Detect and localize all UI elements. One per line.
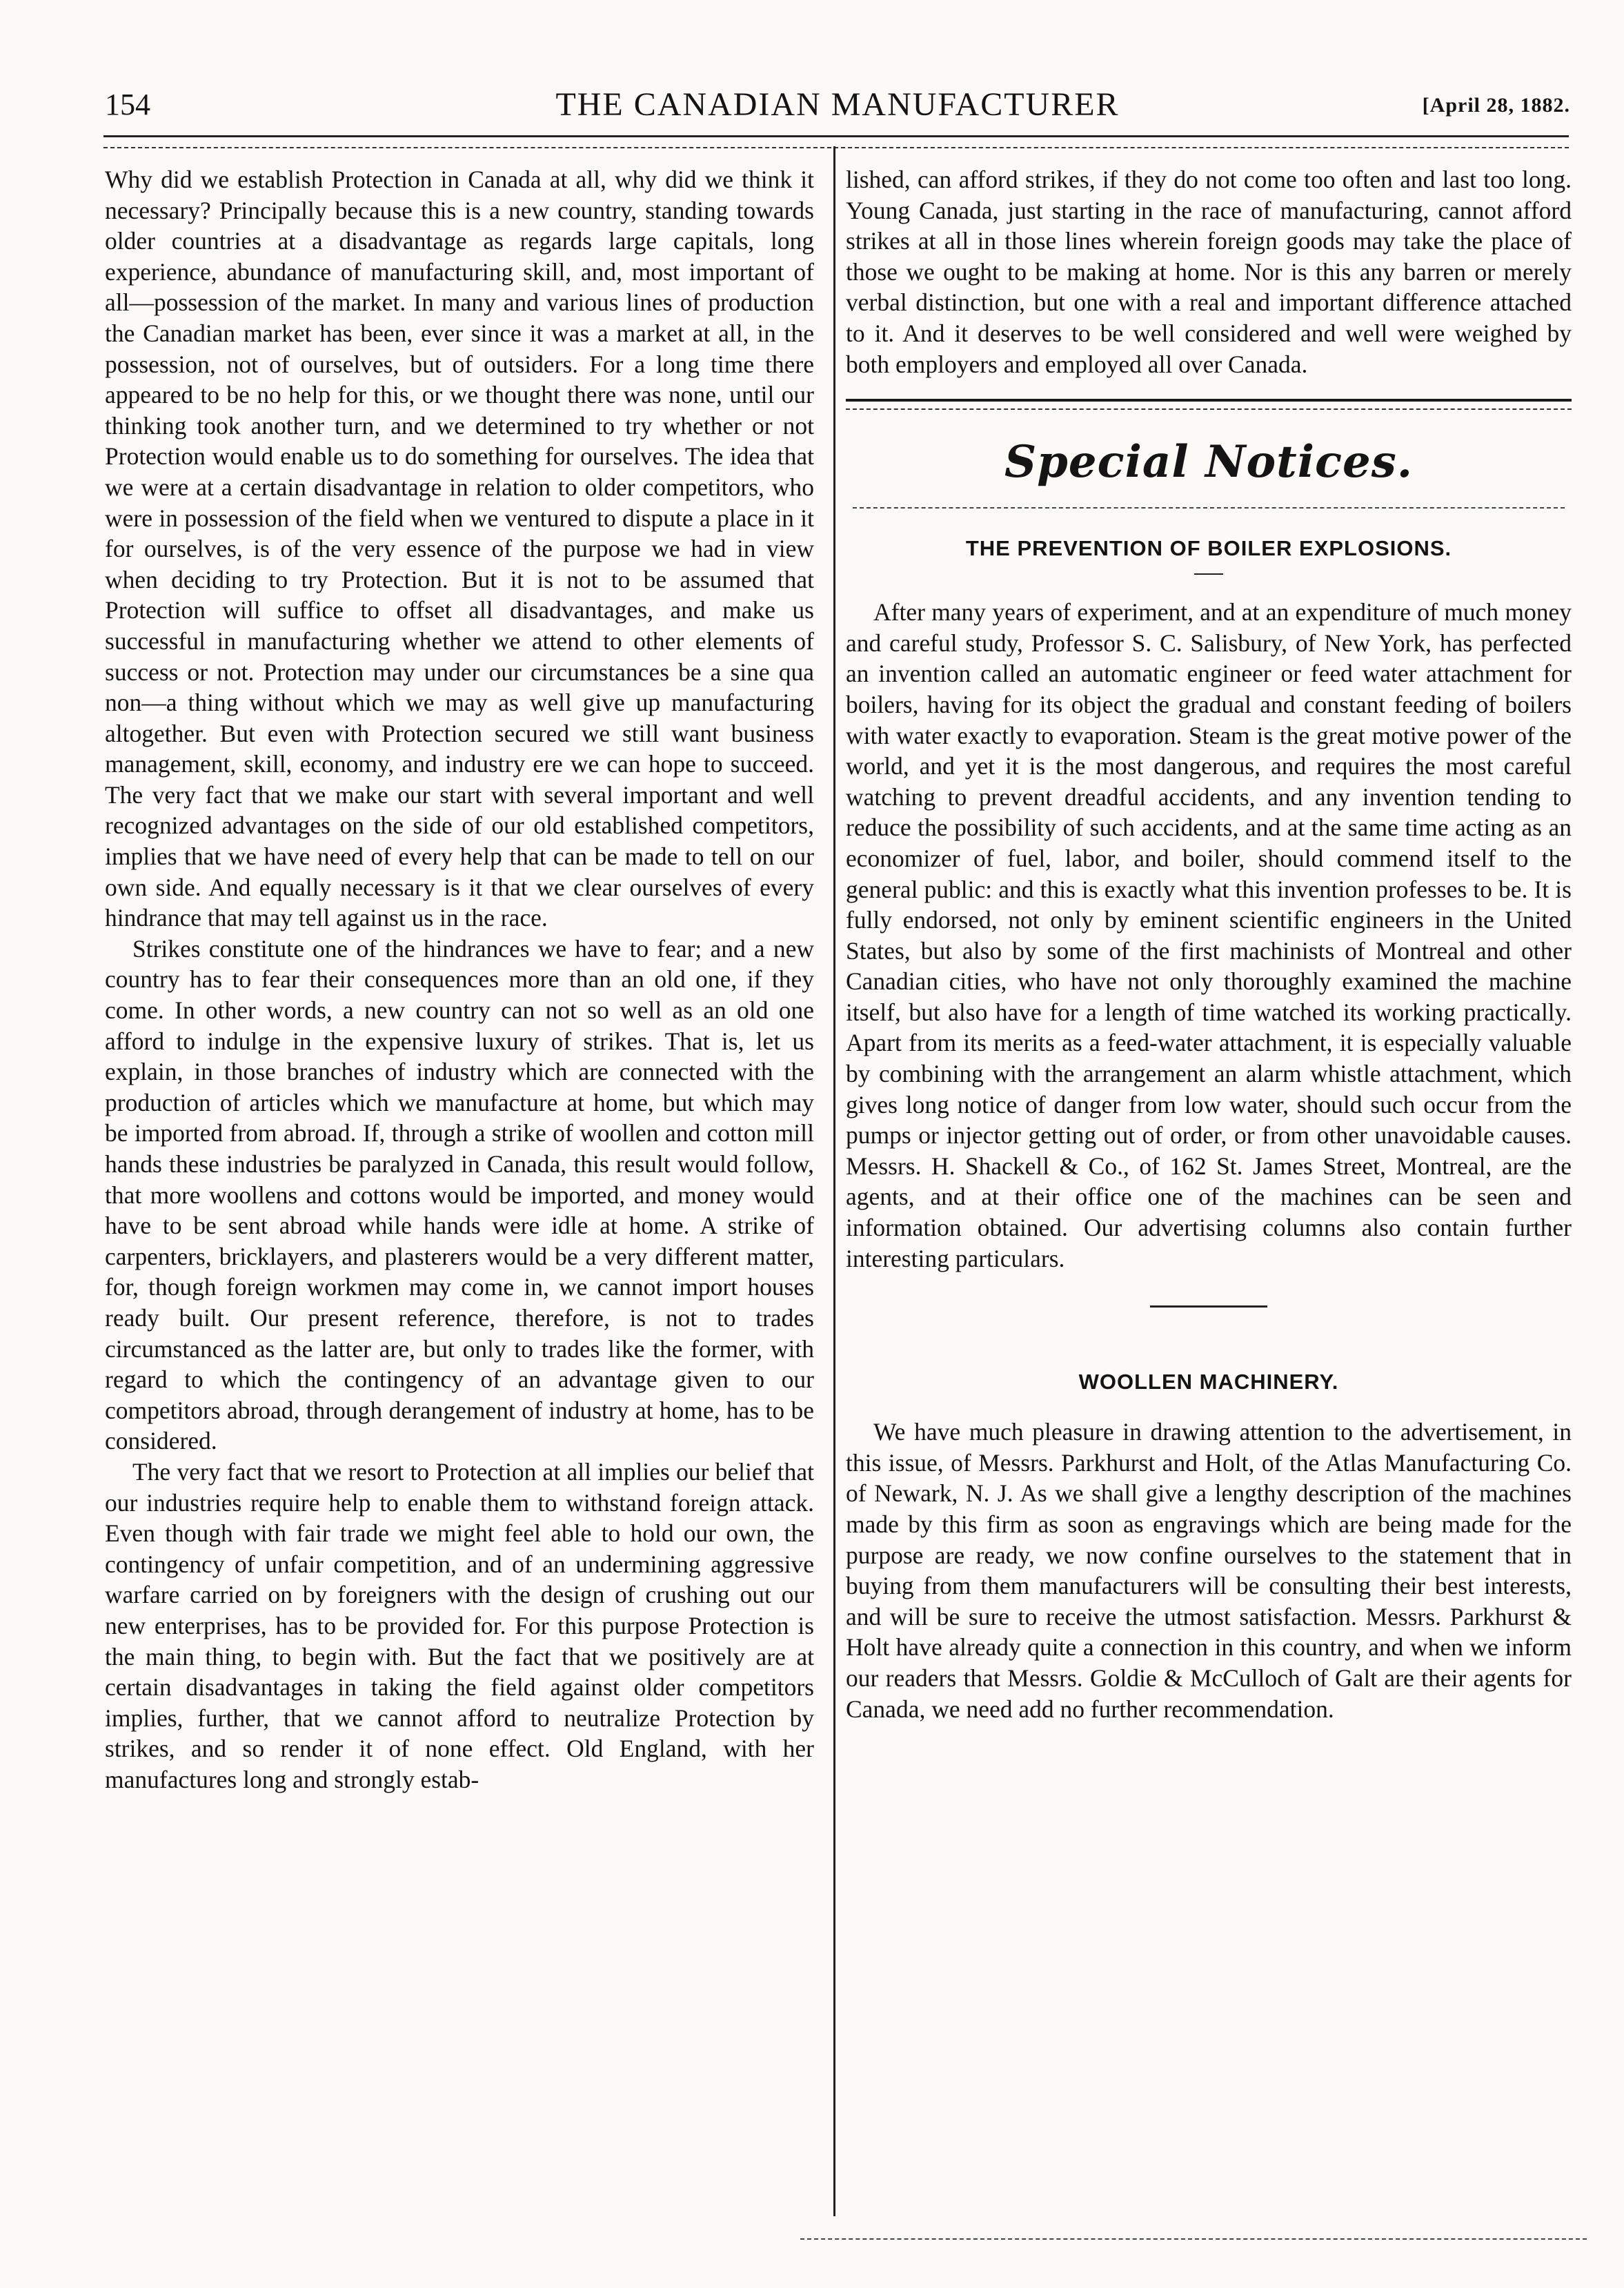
paragraph-protection: Why did we establish Protection in Canada at all, why did we think it necessary? Principally because this is a new country, standing towards older countries at a disadvantage as regards large capitals, long experience, abundance of manufacturing skill, and, most important of all—possession of the market. In many and various lines of production the Canadian market has been, ever since it was a market at all, in the possession, not of ourselves, but of outsiders. For a long time there appeared to be no help for this, or we thought there was none, until our thinking took another turn, and we determined to try whether or not Protection would enable us to do something for ourselves. The idea that we were at a certain disadvantage in relation to older competitors, who were in possession of the field when we ventured to dispute a place in it for ourselves, is of the very essence of the purpose we had in view when deciding to try Protection. But it is not to be assumed that Protection will suffice to offset all disadvantages, and make us successful in manufacturing whether we attend to other elements of success or not. Protection may under our circumstances be a sine qua non—a thing without which we may as well give up manufacturing altogether. But even with Protection secured we still want business management, skill, economy, and industry ere we can hope to succeed. The very fact that we make our start with several important and well recognized advantages on the side of our old established competitors, implies that we have need of every help that can be made to tell on our own side. And equally necessary is it that we clear ourselves of every hindrance that may tell against us in the race. (105, 166, 814, 932)
issue-date: [April 28, 1882. (1422, 94, 1570, 117)
column-divider (833, 146, 835, 2216)
bottom-rule (800, 2238, 1587, 2240)
page-header (105, 75, 1570, 128)
paragraph-resort-to-protection: The very fact that we resort to Protection at all implies our belief that our industries require help to enable them to withstand foreign attack. Even though with fair trade we might feel able to hold our own, the contingency of unfair competition, and of an undermining aggressive warfare carried on by foreigners with the design of crushing out our new enterprises, has to be provided for. For this purpose Protection is the main thing, to begin with. But the fact that we positively are at certain disadvantages in taking the field against older competitors implies, further, that we cannot afford to neutralize Protection by strikes, and so render it of none effect. Old England, with her manufactures long and strongly estab- (105, 1457, 814, 1793)
page-number: 154 (105, 88, 150, 121)
left-column (105, 164, 814, 2165)
title-dash (846, 568, 1572, 582)
journal-title: THE CANADIAN MANUFACTURER (555, 86, 1120, 123)
woollen-machinery-title: WOOLLEN MACHINERY. (1078, 1370, 1339, 1394)
continued-paragraph: lished, can afford strikes, if they do not come too often and last too long. Young Canada, just starting in the race of manufacturing, cannot afford strikes at all in those lines wherein foreign goods may take the place of those we ought to be making at home. Nor is this any barren or merely verbal distinction, but one with a real and important difference attached to it. And it deserves to be well considered and well were weighed by both employers and employed all over Canada. (846, 166, 1572, 378)
boiler-explosions-text: After many years of experiment, and at an expenditure of much money and careful study, Professor S. C. Salisbury, of New York, has perfected an invention called an automatic engineer or feed water attachment for boilers, having for its object the gradual and constant feeding of boilers with water exactly to evaporation. Steam is the great motive power of the world, and yet it is the most dangerous, and requires the most careful watching to prevent dreadful accidents, and any invention tending to reduce the possibility of such accidents, and at the same time acting as an economizer of fuel, labor, and boiler, should commend itself to the general public: and this is exactly what this invention professes to be. It is fully endorsed, not only by eminent scientific engineers in the United States, but also by some of the first machinists of Montreal and other Canadian cities, who have not only thoroughly examined the machine itself, but also have for a length of time watched its working practically. Apart from its merits as a feed-water attachment, it is especially valuable by combining with the arrangement an alarm whistle attachment, which gives long notice of danger from low water, should such occur from the pumps or injector getting out of order, or from other unavoidable causes. Messrs. H. Shackell & Co., of 162 St. James Street, Montreal, are the agents, and at their office one of the machines can be seen and information obtained. Our advertising columns also contain further interesting particulars. (846, 598, 1572, 1272)
header-rule (103, 135, 1569, 148)
dashed-rule (853, 507, 1565, 509)
right-column (846, 164, 1572, 2165)
woollen-machinery-text: We have much pleasure in drawing attention to the advertisement, in this issue, of Messrs. Parkhurst and Holt, of the Atlas Manufacturing Co. of Newark, N. J. As we shall give a lengthy description of the machines made by this firm as soon as engravings which are being made for the purpose are ready, we now confine ourselves to the statement that in buying from them manufacturers will be consulting their best interests, and will be sure to receive the utmost satisfaction. Messrs. Parkhurst & Holt have already quite a connection in this country, and when we inform our readers that Messrs. Goldie & McCulloch of Galt are their agents for Canada, we need add no further recommendation. (846, 1418, 1572, 1723)
article-separator (1150, 1305, 1267, 1308)
section-rule (846, 399, 1572, 410)
paragraph-strikes: Strikes constitute one of the hindrances we have to fear; and a new country has to fear their consequences more than an old one, if they come. In other words, a new country can not so well as an old one afford to indulge in the expensive luxury of strikes. That is, let us explain, in those branches of industry which are connected with the production of articles which we manufacture at home, but which may be imported from abroad. If, through a strike of woollen and cotton mill hands these industries be paralyzed in Canada, this result would follow, that more woollens and cottons would be imported, and money would have to be sent abroad while hands were idle at home. A strike of carpenters, bricklayers, and plasterers would be a very different matter, for, though foreign workmen may come in, we cannot import houses ready built. Our present reference, therefore, is not to trades circumstanced as the latter are, but only to trades like the former, with regard to which the contingency of an advantage given to our competitors abroad, through derangement of industry at home, has to be considered. (105, 934, 814, 1455)
special-notices-heading: Special Notices. (1004, 436, 1414, 489)
boiler-explosions-title: THE PREVENTION OF BOILER EXPLOSIONS. (965, 536, 1452, 561)
